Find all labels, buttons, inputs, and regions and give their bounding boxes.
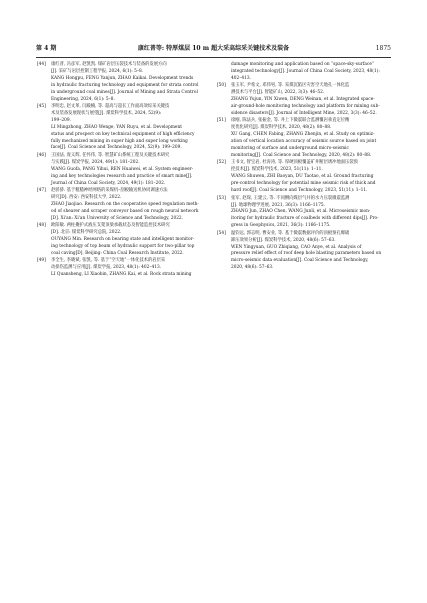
reference-line: fully mechanized mining in super high and super long working [51, 138, 188, 144]
reference-entry [37, 188, 209, 223]
reference-entry [37, 104, 209, 152]
reference-number: [50] [217, 83, 226, 89]
reference-line: hard roof[J]. Coal Science and Technology, 2023, 51(11): 1–11. [231, 188, 368, 194]
references-right-column [217, 62, 389, 273]
reference-line: 赵骄骄. 基于粗糙神经网络的采煤机–刮板输送机协同调速方法 [51, 188, 168, 194]
reference-line: od of shearer and scraper conveyor based on rough neural network [51, 208, 199, 214]
reference-line: WANG Guofa, PANG Yihui, REN Huaiwei, et al. System engineer- [51, 166, 194, 172]
running-title: 康红普等: 特厚煤层 10 m 超大采高综采关键技术及装备 [137, 45, 290, 52]
reference-entry [217, 231, 389, 272]
reference-line: XU Gang, CHEN Fabing, ZHANG Zhenjin, et al. Study on optimiz- [231, 132, 375, 138]
reference-number: [45] [37, 104, 46, 110]
reference-line: 李全生, 李晓斌, 张凯, 等. 基于“空天地”一体化技术的岩层采 [51, 258, 166, 264]
reference-line: itoring for hydraulic fracture of coalbeds with different dips[J]. Pro- [231, 216, 379, 222]
reference-line: damage monitoring and application based on “space-sky-surface” [231, 62, 375, 67]
reference-line: LI Quansheng, LI Xiaobin, ZHANG Kai, et al. Rock strata mining [51, 272, 192, 278]
reference-line: [D]. 北京: 煤炭科学研究总院, 2022. [51, 230, 122, 236]
reference-line: micro-seismic data evaluation[J]. Coal Science and Technology, [231, 258, 369, 264]
reference-entry [37, 223, 209, 258]
reference-entry [37, 153, 209, 188]
reference-line: 测技术与平台[J]. 智能矿山, 2022, 3(3): 46–52. [231, 90, 325, 96]
reference-line: in hydraulic fracturing technology and equipment for strata control [51, 82, 199, 88]
reference-line: KANG Hongpu, FENG Yanjun, ZHAO Kaikai. Development trends [51, 75, 194, 81]
reference-line: [J]. 地球物理学进展, 2021, 36(3): 1166–1175. [231, 202, 326, 208]
reference-line: WEN Yingyuan, GUO Zhiqiang, CAO Anye, et al. Analysis of [231, 244, 362, 250]
reference-line: 王国法, 庞义辉, 任怀伟, 等. 智慧矿山系统工程及关键技术研究 [51, 152, 170, 158]
reference-line: air-ground-hole monitoring technology and platform for mining sub- [231, 104, 380, 110]
reference-entry [217, 160, 389, 195]
reference-line: monitoring[J]. Coal Science and Technology, 2020, 48(2): 80–88. [231, 152, 372, 158]
reference-line: sidence disasters[J]. Journal of Intelligent Mine, 2022, 3(3): 46–52. [231, 110, 377, 116]
reference-line: 温钧远, 郭志明, 曹安业, 等. 基于微震数据评价的顶板预孔爆破 [231, 230, 350, 236]
reference-line: 402–413. [231, 75, 251, 81]
reference-line: 王书文, 智宝岩, 杜涛涛, 等. 厚硬顶板覆盖矿井断层诱冲地面压裂预 [231, 160, 358, 166]
reference-line: ZHANG Yujun, YIN Xiwen, DENG Weinan, et al. Integrated space- [231, 97, 375, 103]
reference-line: 199–209. [51, 117, 71, 123]
reference-number: [48] [37, 223, 46, 229]
reference-line: 2020, 48(6): 57–63. [231, 265, 274, 271]
reference-number: [44] [37, 62, 46, 67]
reference-number: [51] [217, 118, 226, 124]
reference-line: integrated technology[J]. Journal of China Coal Society, 2023, 48(1): [231, 68, 380, 74]
reference-line: 张军, 赵琛, 王建云, 等. 不同侧向煤层气井的水力压裂微震监测 [231, 195, 350, 201]
reference-line: Engineering, 2024, 6(1): 5–8. [51, 96, 115, 102]
reference-number: [54] [217, 230, 226, 236]
reference-line: [J]. 采矿与岩层控制工程学报, 2024, 6(1): 5–8. [51, 68, 144, 74]
reference-line: 张玉军, 尹希文, 邓伟男, 等. 采煤沉陷区灾害空天地孔一体化监 [231, 83, 350, 89]
reference-line: ation of vertical location accuracy of seismic source based on joint [231, 139, 377, 145]
reference-line: monitoring of surface and underground micro-seismic [231, 146, 349, 152]
reference-number: [46] [37, 152, 46, 158]
reference-line: face[J]. Coal Science and Technology, 2024, 52(9): 199–209. [51, 145, 182, 151]
reference-line: gress in Geophysics, 2021, 36(3): 1166–1175. [231, 223, 331, 229]
reference-line: 李明忠, 赵文革, 闫殿楠, 等. 超高与超长工作面高效综采关键技 [51, 104, 170, 110]
reference-entry [217, 196, 389, 231]
reference-line: pressure relief effect of roof deep hole blasting parameters based on [231, 251, 382, 257]
issue-number: 第 4 期 [36, 45, 57, 52]
reference-line: 术及装备发展现状与展望[J]. 煤炭科学技术, 2024, 52(9): [51, 110, 162, 116]
reference-line: [D]. Xi'an: Xi'an University of Science and Technology, 2022. [51, 215, 184, 221]
reference-line: ing and key technologies research and practice of smart mine[J]. [51, 173, 193, 179]
reference-number: [53] [217, 195, 226, 201]
reference-number: [52] [217, 160, 226, 166]
reference-line: LI Mingzhong, ZHAO Wenge, YAN Ruyu, et al. Development [51, 124, 182, 130]
reference-line: ing technology of top beam of hydraulic support for two-pillar top [51, 243, 195, 249]
reference-line: 度优化研究[J]. 煤炭科学技术, 2020, 48(2): 80–88. [231, 125, 332, 131]
reference-line: status and prospect on key technical equipment of high efficiency [51, 131, 195, 137]
page-number: 1875 [375, 45, 391, 52]
reference-line: Journal of China Coal Society, 2024, 49(1): 181–202. [51, 180, 166, 186]
reference-line: 控技术[J]. 煤炭科学技术, 2023, 51(11): 1–11. [231, 167, 323, 173]
reference-entry [217, 118, 389, 159]
reference-line: 康红普, 冯彦军, 赵凯凯. 煤矿岩层压裂技术与装备的发展方向 [51, 62, 167, 67]
reference-line: WANG Shuwen, ZHI Baoyan, DU Taotao, et al. Ground fracturing [231, 174, 374, 180]
reference-entry [37, 62, 209, 103]
reference-entry [37, 258, 209, 279]
page-header [36, 42, 391, 56]
reference-line: 研究[D]. 西安: 西安科技大学, 2022. [51, 195, 122, 200]
reference-line: 徐刚, 陈法兵, 张振金, 等. 井上下微震联合监测覆岩垂直定位精 [231, 118, 350, 124]
reference-entry [217, 83, 389, 118]
reference-line: OUYANG Min. Research on bearing state and intelligent monitor- [51, 237, 195, 243]
reference-line: coal caving[D]. Beijing: China Coal Research Institute, 2022. [51, 250, 184, 256]
reference-line: ZHAO Jiaojiao. Research on the cooperative speed regulation meth- [51, 201, 199, 207]
reference-line: pre-control technology for potential mine seismic risk of thick and [231, 181, 376, 187]
references-left-column [37, 62, 209, 280]
reference-line: ZHANG Jun, ZHAO Chen, WANG Junli, et al. Microseismic mon- [231, 209, 371, 215]
reference-line: 与实践[J]. 煤炭学报, 2024, 49(1): 181–202. [51, 159, 140, 165]
reference-number: [49] [37, 258, 46, 264]
reference-entry [217, 62, 389, 83]
reference-number: [47] [37, 188, 46, 194]
reference-line: 卸压效果分析[J]. 煤炭科学技术, 2020, 48(6): 57–63. [231, 237, 336, 243]
header-rule [36, 57, 391, 58]
reference-line: 动损伤监测与应用[J]. 煤炭学报, 2023, 48(1): 402–413. [51, 265, 162, 271]
reference-line: in underground coal mines[J]. Journal of Mining and Strata Control [51, 89, 198, 95]
reference-line: 欧阳敏. 两柱掩护式液压支架顶梁承载状态及智能监控技术研究 [51, 223, 170, 229]
